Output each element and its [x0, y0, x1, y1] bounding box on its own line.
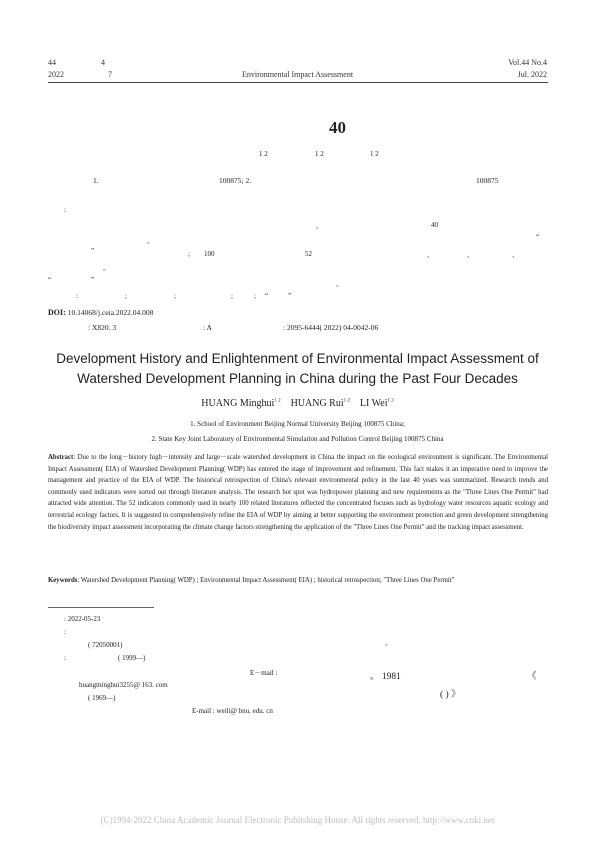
cn-author-mark-1: 1 2 — [259, 150, 268, 158]
cn-author-mark-2: 1 2 — [315, 150, 324, 158]
footnote-year-1981: 。 1981 — [370, 672, 401, 682]
footnote-author-year: ( 1999—) — [118, 654, 146, 662]
footnote-bracket-open: 《 — [527, 672, 537, 682]
header-volume-en: Vol.44 No.4 — [508, 58, 547, 67]
cn-abstract-num100: 100 — [204, 250, 215, 258]
header-rule — [48, 82, 548, 83]
en-keywords-text: : Watershed Development Planning( WDP) ; Environmental Impact Assessment( EIA) ; historical retrospection; "Three Lines One Permit" — [77, 577, 455, 584]
footnote-fund-period: 。 — [385, 639, 392, 647]
copyright-watermark: (C)1994-2022 China Academic Journal Electronic Publishing House. All rights reserved. http://www.cnki.net — [100, 815, 495, 825]
en-affiliation-1: 1. School of Environment Beijing Normal University Beijing 100875 China; — [190, 420, 405, 428]
footnote-brackets: ( ) 》 — [440, 690, 461, 700]
cn-abstract-semicolon: ; — [188, 250, 190, 258]
footnote-email-label: E－mail : — [250, 669, 278, 677]
doi-line — [48, 308, 153, 317]
en-author-3-sup: 1 2 — [387, 398, 394, 404]
en-abstract-text: : Due to the long－history high－intensity and large－scale watershed development in China the impact on the ecological environment is significant. The Environmental Impact Assessment( EIA) of Watershed Development Planning( WDP) has entered the stage of improvement and refinement. This fact makes it an imperative need to improve the management and practice of the EIA of WDP. The historical retrospection of China's relevant environmental policy in the last 40 years was summarized. Research trends and commonly used indicators were sorted out through literature analysis. The research hot spot was hydropower planning and new requirements as the "Three Lines One Permit" had attracted wide attention. The 52 indicators commonly used in nearly 100 related literatures reflected the concentrated focuses such as hydrology water resources aquatic ecology and terrestrial ecology factors. It is suggested to comprehensively refine the EIA of WDP by aiming at better supporting the environment protection and green development strengthening the biodiversity impact assessment incorporating the climate change factors strengthening the application of the "Three Lines One Permit" and the tracking impact assessment. — [48, 454, 548, 531]
cn-abstract-period: 。 — [316, 222, 323, 230]
cn-abstract-period-3: 。 — [103, 264, 110, 272]
clc-number: : X820. 3 — [88, 323, 117, 332]
header-month-cn: 7 — [108, 70, 112, 79]
cn-affiliation-zip1: 100875; 2. — [219, 176, 252, 185]
cn-affiliation-zip2: 100875 — [476, 176, 499, 185]
footnote-received: : 2022-05-23 — [64, 615, 101, 623]
en-author-2: HUANG Rui — [290, 398, 344, 409]
document-code: : A — [203, 323, 212, 332]
cn-abstract-num40: 40 — [431, 221, 438, 229]
cn-abstract-period-4: 。 — [336, 280, 343, 288]
footnote-author-colon: : — [64, 654, 66, 662]
cn-abstract-quote-close-2: ” — [91, 276, 95, 284]
header-volume-cn: 44 — [48, 58, 56, 67]
header-date-en: Jul. 2022 — [517, 70, 547, 79]
header-journal-name: Environmental Impact Assessment — [241, 70, 354, 79]
en-keywords — [48, 575, 548, 587]
footnote-email-1[interactable]: huangminghui3255@ 163. com — [79, 681, 168, 689]
cn-title: 40 — [329, 118, 346, 137]
cn-abstract-sep-2: 、 — [467, 251, 474, 259]
cn-keywords-sep-4: ; — [254, 292, 256, 300]
footnote-corr-year: ( 1969—) — [88, 694, 116, 702]
en-author-1: HUANG Minghui — [201, 398, 275, 409]
cn-keywords-quote-close: ” — [288, 292, 292, 300]
en-affiliation-2: 2. State Key Joint Laboratory of Environmental Simulation and Pollution Control Beijing 100875 China — [151, 435, 444, 443]
cn-abstract-sep-1: 、 — [427, 251, 434, 259]
cn-keywords-colon: : — [76, 292, 78, 300]
en-keywords-label: Keywords — [48, 577, 78, 584]
cn-abstract-num52: 52 — [305, 250, 312, 258]
header-year-cn: 2022 — [48, 70, 64, 79]
cn-keywords-sep-3: ; — [231, 292, 233, 300]
en-title-line-2: Watershed Development Planning in China during the Past Four Decades — [77, 371, 518, 386]
cn-affiliation-num: 1. — [93, 176, 99, 185]
doi-value[interactable]: 10.14068/j.ceia.2022.04.008 — [67, 308, 154, 317]
footnote-email-2[interactable]: E-mail : weili@ bnu. edu. cn — [192, 707, 273, 715]
en-abstract-label: Abstract — [48, 454, 74, 461]
header-number-cn: 4 — [101, 58, 105, 67]
footnote-fund-colon: : — [64, 628, 66, 636]
en-author-3: LI Wei — [359, 398, 388, 409]
cn-keywords-quote-open: “ — [265, 292, 269, 300]
cn-abstract-label: : — [64, 206, 66, 214]
cn-keywords-sep-1: ; — [125, 292, 127, 300]
cn-abstract-quote-open-2: “ — [48, 276, 52, 284]
en-title-line-1: Development History and Enlightenment of Environmental Impact Assessment of — [56, 351, 539, 366]
cn-keywords-sep-2: ; — [174, 292, 176, 300]
footnote-fund-code: ( 72050001) — [88, 641, 123, 649]
cn-author-mark-3: 1 2 — [370, 150, 379, 158]
doi-label: DOI: — [48, 308, 66, 317]
cn-abstract-period-2: 。 — [147, 237, 154, 245]
en-author-2-sup: 1 2 — [343, 398, 350, 404]
cn-abstract-sep-3: 、 — [512, 251, 519, 259]
en-authors — [0, 398, 595, 409]
cn-abstract-quote: “ — [536, 233, 540, 241]
cn-abstract-quote-close: ” — [91, 247, 95, 255]
en-author-1-sup: 1 2 — [274, 398, 281, 404]
footnote-rule — [48, 607, 154, 608]
en-abstract — [48, 452, 548, 533]
article-id: : 2095-6444( 2022) 04-0042-06 — [283, 323, 379, 332]
